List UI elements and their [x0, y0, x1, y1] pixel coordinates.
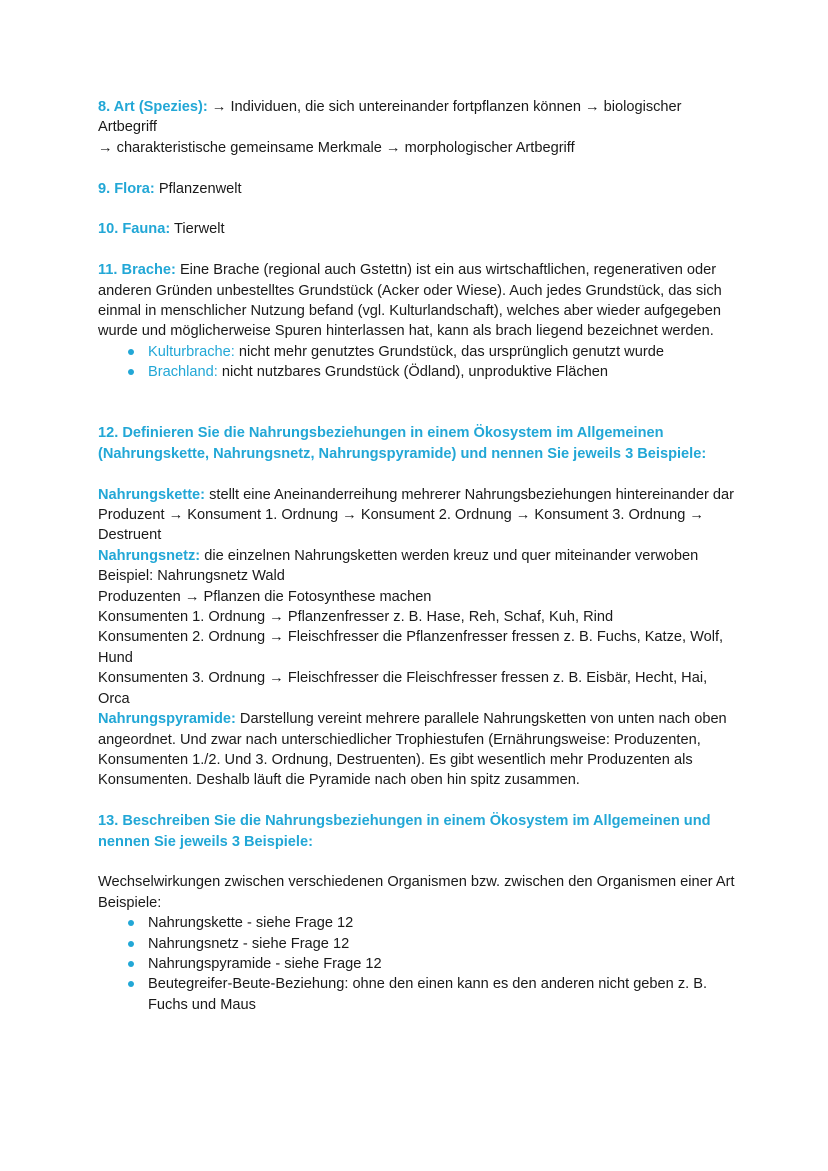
flora-definition: Pflanzenwelt: [154, 180, 242, 197]
document-page: [98, 97, 738, 1015]
list-item: Beutegreifer-Beute-Beziehung: ohne den einen kann es den anderen nicht geben z. B. Fuchs und Maus: [128, 974, 738, 1015]
netz-line: Beispiel: Nahrungsnetz Wald: [98, 568, 285, 585]
list-item: Kulturbrache: nicht mehr genutztes Grundstück, das ursprünglich genutzt wurde: [128, 342, 738, 362]
brache-definition: Eine Brache (regional auch Gstettn) ist ein aus wirtschaftlichen, regenerativen oder anderen Gründen unbestelltes Grundstück (Acker oder Wiese). Auch jedes Grundstück, das sich einmal in menschlicher Nutzung befand (vgl. Kulturlandschaft), welches aber wieder aufgegeben wurde und möglicherweise Spuren hinterlassen hat, kann als brach liegend bezeichnet werden.: [98, 262, 722, 340]
section-12-heading: 12. Definieren Sie die Nahrungsbeziehungen in einem Ökosystem im Allgemeinen (Nahrungskette, Nahrungsnetz, Nahrungspyramide) und nennen Sie jeweils 3 Beispiele:: [98, 425, 707, 462]
term-fauna: 10. Fauna:: [98, 221, 171, 238]
examples-list: [98, 913, 738, 1015]
section-13: [98, 811, 738, 1015]
brache-list: [98, 342, 738, 383]
section-10-fauna: [98, 219, 738, 239]
section-13-heading: 13. Beschreiben Sie die Nahrungsbeziehungen in einem Ökosystem im Allgemeinen und nennen Sie jeweils 3 Beispiele:: [98, 813, 711, 850]
list-item: Brachland: nicht nutzbares Grundstück (Ödland), unproduktive Flächen: [128, 362, 738, 382]
nahrungspyramide-definition: Nahrungspyramide: Darstellung vereint mehrere parallele Nahrungsketten von unten nach oben angeordnet. Und zwar nach unterschiedlicher Trophiestufen (Ernährungsweise: Produzenten, Konsumenten 1./2. Und 3. Ordnung, Destruenten). Es gibt wesentlich mehr Produzenten als Konsumenten. Deshalb läuft die Pyramide nach oben hin spitz zusammen.: [98, 711, 727, 789]
term-kulturbrache: Kulturbrache:: [148, 343, 235, 360]
netz-line: Produzenten → Pflanzen die Fotosynthese machen: [98, 588, 432, 605]
term-nahrungskette: Nahrungskette:: [98, 486, 206, 503]
term-brachland: Brachland:: [148, 364, 218, 381]
term-art: 8. Art (Spezies):: [98, 99, 208, 115]
list-item: Nahrungspyramide - siehe Frage 12: [128, 954, 738, 974]
examples-label: Beispiele:: [98, 894, 162, 911]
nahrungskette-definition: Nahrungskette: stellt eine Aneinanderreihung mehrerer Nahrungsbeziehungen hintereinander dar: [98, 486, 735, 503]
netz-line: Konsumenten 2. Ordnung → Fleischfresser die Pflanzenfresser fressen z. B. Fuchs, Katze, Wolf, Hund: [98, 629, 724, 666]
term-nahrungspyramide: Nahrungspyramide:: [98, 711, 236, 728]
nahrungsnetz-definition: Nahrungsnetz: die einzelnen Nahrungsketten werden kreuz und quer miteinander verwoben: [98, 547, 699, 564]
list-item: Nahrungskette - siehe Frage 12: [128, 913, 738, 933]
section-11-brache: [98, 260, 738, 382]
section-8-art: [98, 97, 738, 158]
art-definition-biological: → Individuen, die sich untereinander fortpflanzen können → biologischer Artbegriff: [98, 99, 682, 136]
term-nahrungsnetz: Nahrungsnetz:: [98, 547, 201, 564]
section-12: [98, 423, 738, 790]
section-13-intro: Wechselwirkungen zwischen verschiedenen Organismen bzw. zwischen den Organismen einer Art: [98, 874, 735, 891]
netz-line: Konsumenten 3. Ordnung → Fleischfresser die Fleischfresser fressen z. B. Eisbär, Hecht, Hai, Orca: [98, 670, 708, 707]
netz-line: Konsumenten 1. Ordnung → Pflanzenfresser z. B. Hase, Reh, Schaf, Kuh, Rind: [98, 609, 614, 626]
list-item: Nahrungsnetz - siehe Frage 12: [128, 934, 738, 954]
term-brache: 11. Brache:: [98, 262, 176, 279]
term-flora: 9. Flora:: [98, 180, 155, 197]
section-9-flora: [98, 179, 738, 199]
fauna-definition: Tierwelt: [170, 221, 225, 238]
nahrungskette-chain: Produzent → Konsument 1. Ordnung → Konsument 2. Ordnung → Konsument 3. Ordnung → Destruent: [98, 507, 704, 544]
art-definition-morphological: → charakteristische gemeinsame Merkmale → morphologischer Artbegriff: [98, 139, 575, 156]
